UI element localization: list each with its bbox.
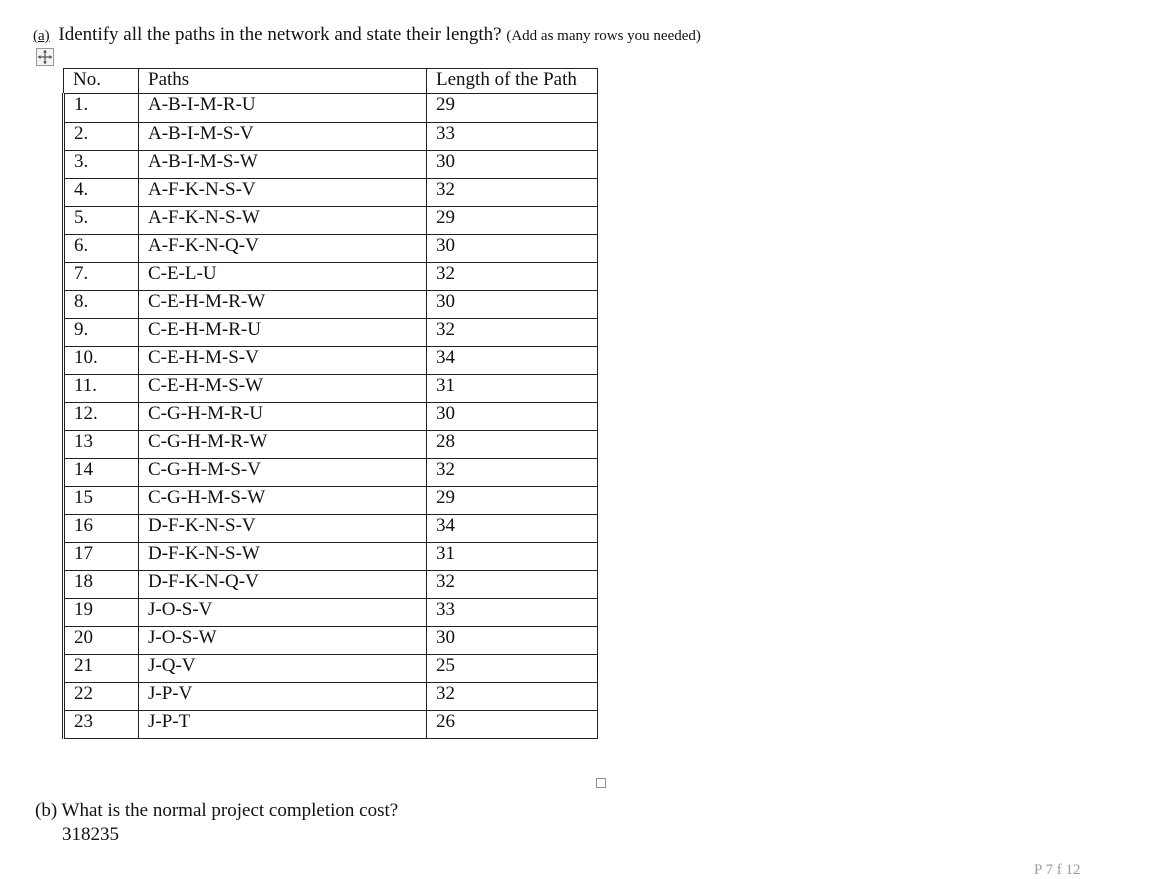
table-row — [64, 291, 598, 319]
path-cell[interactable]: D-F-K-N-S-V — [139, 515, 427, 543]
row-number-cell[interactable]: 12. — [64, 403, 139, 431]
row-number-cell[interactable]: 21 — [64, 655, 139, 683]
path-cell[interactable]: C-E-H-M-R-W — [139, 291, 427, 319]
length-cell[interactable]: 31 — [427, 543, 598, 571]
path-cell[interactable]: C-G-H-M-S-W — [139, 487, 427, 515]
table-row — [64, 627, 598, 655]
path-cell[interactable]: A-B-I-M-S-V — [139, 123, 427, 151]
path-cell[interactable]: J-P-T — [139, 711, 427, 739]
row-number-cell[interactable]: 2. — [64, 123, 139, 151]
length-cell[interactable]: 32 — [427, 571, 598, 599]
path-cell[interactable]: A-B-I-M-S-W — [139, 151, 427, 179]
table-row — [64, 179, 598, 207]
length-cell[interactable]: 34 — [427, 347, 598, 375]
path-cell[interactable]: A-F-K-N-S-W — [139, 207, 427, 235]
length-cell[interactable]: 25 — [427, 655, 598, 683]
paths-table — [62, 68, 598, 739]
length-cell[interactable]: 29 — [427, 207, 598, 235]
length-cell[interactable]: 30 — [427, 235, 598, 263]
path-cell[interactable]: J-O-S-W — [139, 627, 427, 655]
row-number-cell[interactable]: 17 — [64, 543, 139, 571]
path-cell[interactable]: C-E-H-M-S-W — [139, 375, 427, 403]
path-cell[interactable]: C-E-L-U — [139, 263, 427, 291]
row-number-cell[interactable]: 4. — [64, 179, 139, 207]
row-number-cell[interactable]: 11. — [64, 375, 139, 403]
length-cell[interactable]: 30 — [427, 291, 598, 319]
path-cell[interactable]: J-P-V — [139, 683, 427, 711]
length-cell[interactable]: 32 — [427, 683, 598, 711]
path-cell[interactable]: D-F-K-N-Q-V — [139, 571, 427, 599]
length-cell[interactable]: 29 — [427, 94, 598, 123]
question-b: (b) What is the normal project completion cost? — [35, 800, 399, 821]
path-cell[interactable]: C-E-H-M-S-V — [139, 347, 427, 375]
path-cell[interactable]: A-F-K-N-S-V — [139, 179, 427, 207]
table-row — [64, 543, 598, 571]
path-cell[interactable]: C-G-H-M-R-W — [139, 431, 427, 459]
question-b-answer[interactable]: 318235 — [62, 824, 119, 845]
path-cell[interactable]: C-G-H-M-S-V — [139, 459, 427, 487]
length-cell[interactable]: 32 — [427, 263, 598, 291]
length-cell[interactable]: 32 — [427, 179, 598, 207]
table-row — [64, 151, 598, 179]
table-row — [64, 459, 598, 487]
length-cell[interactable]: 32 — [427, 319, 598, 347]
row-number-cell[interactable]: 14 — [64, 459, 139, 487]
row-number-cell[interactable]: 7. — [64, 263, 139, 291]
question-a-marker: (a) — [33, 28, 50, 44]
table-row — [64, 263, 598, 291]
row-number-cell[interactable]: 23 — [64, 711, 139, 739]
header-no: No. — [64, 69, 139, 94]
path-cell[interactable]: A-B-I-M-R-U — [139, 94, 427, 123]
length-cell[interactable]: 29 — [427, 487, 598, 515]
table-row — [64, 655, 598, 683]
row-number-cell[interactable]: 9. — [64, 319, 139, 347]
row-number-cell[interactable]: 3. — [64, 151, 139, 179]
table-row — [64, 683, 598, 711]
table-row — [64, 487, 598, 515]
table-row — [64, 319, 598, 347]
length-cell[interactable]: 31 — [427, 375, 598, 403]
row-number-cell[interactable]: 1. — [64, 94, 139, 123]
length-cell[interactable]: 26 — [427, 711, 598, 739]
table-row — [64, 347, 598, 375]
path-cell[interactable]: A-F-K-N-Q-V — [139, 235, 427, 263]
length-cell[interactable]: 33 — [427, 123, 598, 151]
length-cell[interactable]: 32 — [427, 459, 598, 487]
table-row — [64, 123, 598, 151]
length-cell[interactable]: 28 — [427, 431, 598, 459]
text-cursor — [597, 656, 598, 678]
table-row — [64, 431, 598, 459]
question-a — [33, 24, 701, 46]
table-row — [64, 235, 598, 263]
path-cell[interactable]: J-Q-V — [139, 655, 427, 683]
path-cell[interactable]: J-O-S-V — [139, 599, 427, 627]
table-row — [64, 94, 598, 123]
length-cell[interactable]: 33 — [427, 599, 598, 627]
move-icon[interactable] — [36, 48, 54, 66]
table-row — [64, 375, 598, 403]
table-row — [64, 207, 598, 235]
resize-handle-icon[interactable] — [596, 778, 606, 788]
table-row — [64, 599, 598, 627]
row-number-cell[interactable]: 18 — [64, 571, 139, 599]
header-paths: Paths — [139, 69, 427, 94]
row-number-cell[interactable]: 19 — [64, 599, 139, 627]
row-number-cell[interactable]: 6. — [64, 235, 139, 263]
table-row — [64, 711, 598, 739]
row-number-cell[interactable]: 22 — [64, 683, 139, 711]
length-cell[interactable]: 30 — [427, 151, 598, 179]
row-number-cell[interactable]: 16 — [64, 515, 139, 543]
row-number-cell[interactable]: 10. — [64, 347, 139, 375]
path-cell[interactable]: C-E-H-M-R-U — [139, 319, 427, 347]
row-number-cell[interactable]: 5. — [64, 207, 139, 235]
length-cell[interactable]: 30 — [427, 627, 598, 655]
table-row — [64, 403, 598, 431]
table-header-row — [64, 69, 598, 94]
table-row — [64, 515, 598, 543]
question-a-note: (Add as many rows you needed) — [506, 28, 701, 44]
path-cell[interactable]: D-F-K-N-S-W — [139, 543, 427, 571]
length-cell[interactable]: 34 — [427, 515, 598, 543]
table-row — [64, 571, 598, 599]
page-footer: P 7 f 12 — [1034, 862, 1081, 878]
row-number-cell[interactable]: 15 — [64, 487, 139, 515]
path-cell[interactable]: C-G-H-M-R-U — [139, 403, 427, 431]
question-a-text: Identify all the paths in the network and state their length? — [58, 24, 502, 45]
header-length: Length of the Path — [427, 69, 598, 94]
row-number-cell[interactable]: 8. — [64, 291, 139, 319]
length-cell[interactable]: 30 — [427, 403, 598, 431]
row-number-cell[interactable]: 13 — [64, 431, 139, 459]
row-number-cell[interactable]: 20 — [64, 627, 139, 655]
